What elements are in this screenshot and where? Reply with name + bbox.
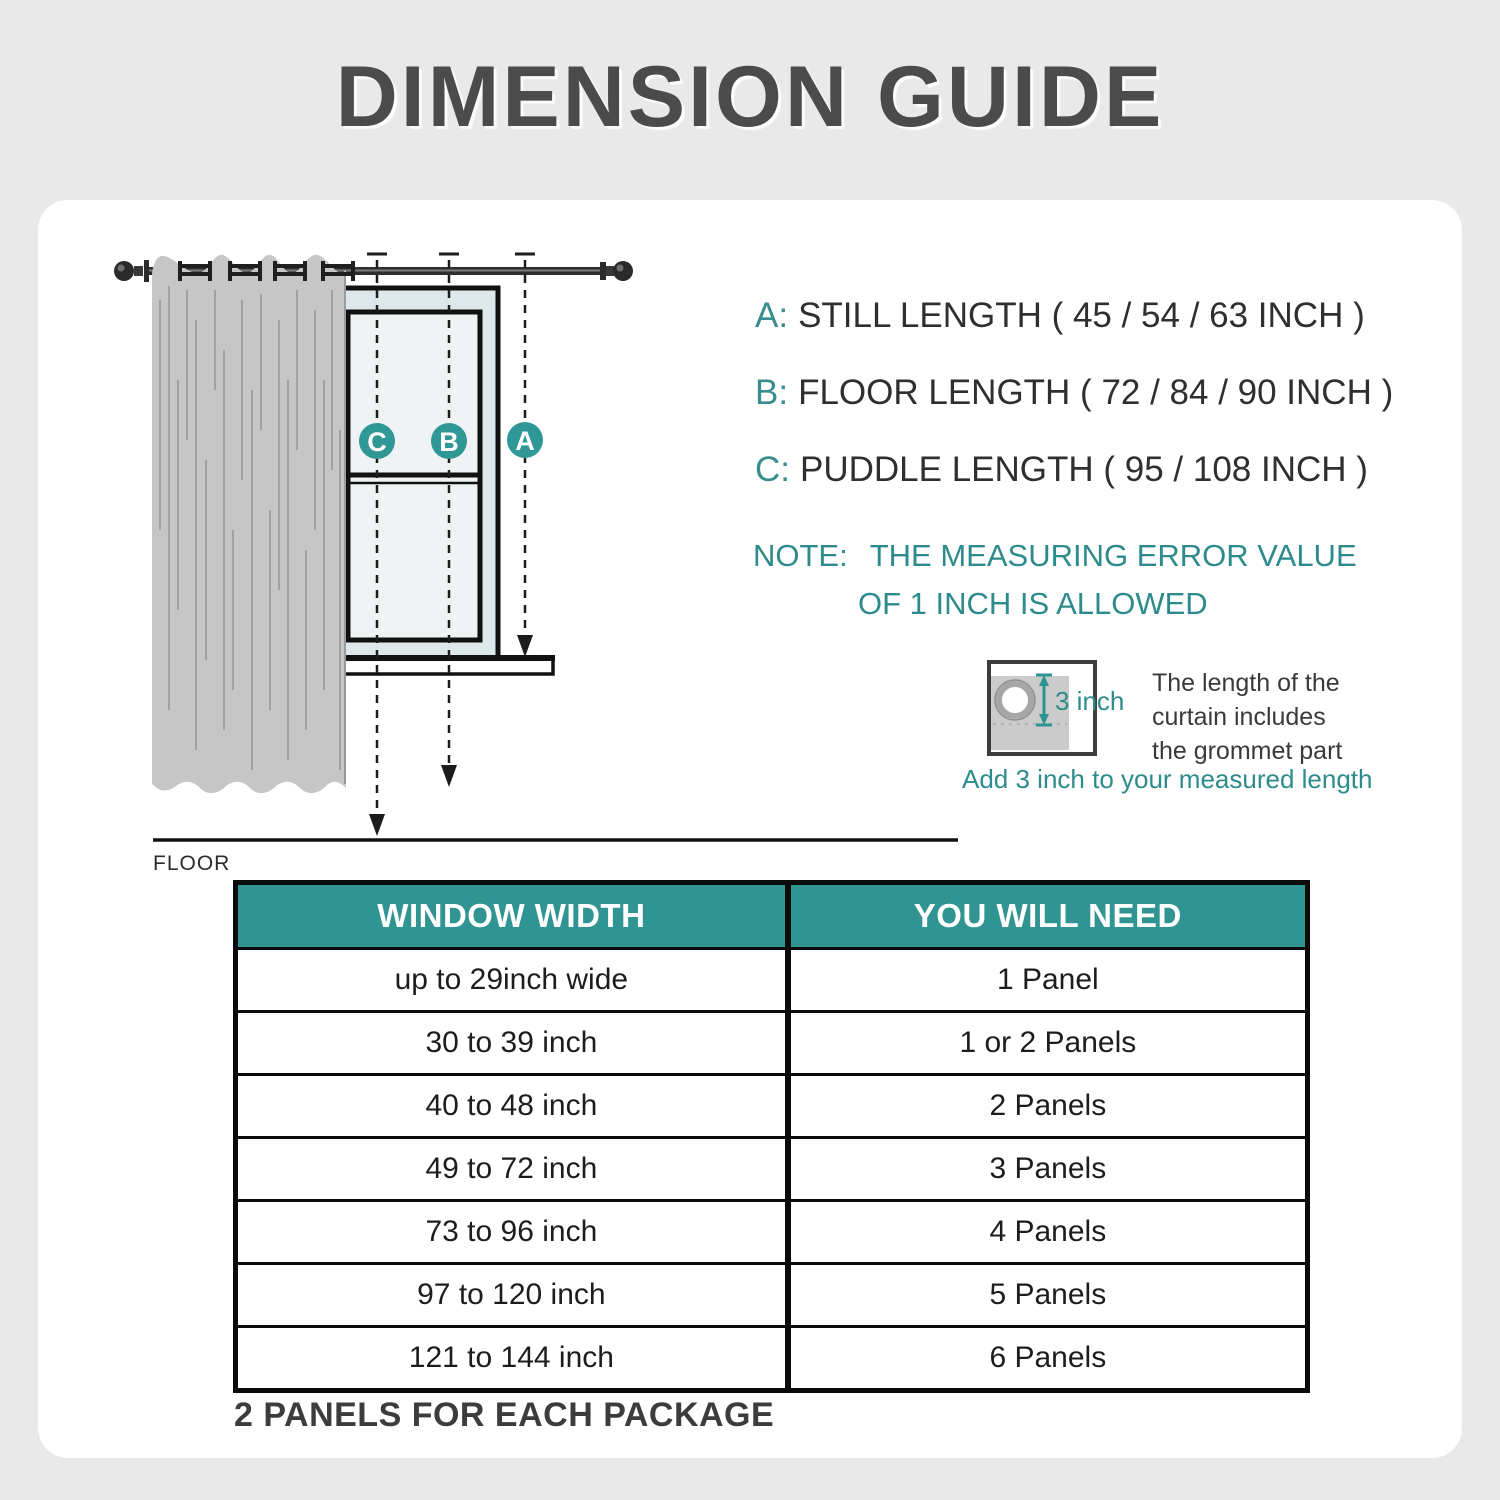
grommet-desc-line3: the grommet part [1152, 737, 1343, 765]
length-prefix-a: A: [755, 296, 789, 335]
cell-width-5: 97 to 120 inch [238, 1265, 791, 1325]
page-title: DIMENSION GUIDE [335, 49, 1165, 145]
note-text1: THE MEASURING ERROR VALUE [869, 538, 1357, 573]
cell-width-1: 30 to 39 inch [238, 1013, 791, 1073]
header-you-will-need: YOU WILL NEED [913, 897, 1182, 934]
table-row [238, 1073, 1305, 1136]
note-line2: OF 1 INCH IS ALLOWED [858, 586, 1208, 621]
package-note: 2 PANELS FOR EACH PACKAGE [234, 1396, 775, 1434]
panel-table [233, 880, 1310, 1393]
table-row [238, 1262, 1305, 1325]
table-row [238, 947, 1305, 1010]
measure-markers [359, 422, 543, 459]
cell-width-2: 40 to 48 inch [238, 1076, 791, 1136]
grommet-ring-icon [999, 684, 1031, 716]
length-line-b [755, 373, 1393, 413]
cell-need-3: 3 Panels [989, 1152, 1107, 1185]
cell-need-2: 2 Panels [989, 1089, 1107, 1122]
length-line-a [755, 296, 1365, 336]
cell-width-4: 73 to 96 inch [238, 1202, 791, 1262]
table-header-row [238, 885, 1305, 947]
cell-need-1: 1 or 2 Panels [959, 1026, 1137, 1059]
length-text-c: PUDDLE LENGTH ( 95 / 108 INCH ) [800, 450, 1368, 489]
grommet-description [1152, 666, 1342, 768]
cell-width-6: 121 to 144 inch [238, 1328, 791, 1388]
marker-c: C [367, 427, 387, 457]
length-text-a: STILL LENGTH ( 45 / 54 / 63 INCH ) [798, 296, 1365, 335]
length-prefix-b: B: [755, 373, 789, 412]
note-label: NOTE: [753, 538, 848, 573]
grommet-measure-label: 3 inch [1055, 686, 1125, 716]
marker-b: B [439, 427, 459, 457]
table-row [238, 1010, 1305, 1073]
note-line1 [753, 538, 1357, 574]
grommet-desc-line2: curtain includes [1152, 703, 1326, 731]
grommet-desc-line1: The length of the [1152, 669, 1340, 697]
length-prefix-c: C: [755, 450, 790, 489]
length-line-c [755, 450, 1368, 490]
cell-need-6: 6 Panels [989, 1341, 1107, 1374]
table-row [238, 1199, 1305, 1262]
cell-width-3: 49 to 72 inch [238, 1139, 791, 1199]
marker-a: A [515, 426, 535, 456]
table-row [238, 1325, 1305, 1388]
table-row [238, 1136, 1305, 1199]
cell-width-0: up to 29inch wide [238, 950, 791, 1010]
cell-need-5: 5 Panels [989, 1278, 1107, 1311]
cell-need-0: 1 Panel [996, 963, 1099, 996]
cell-need-4: 4 Panels [989, 1215, 1107, 1248]
header-window-width: WINDOW WIDTH [238, 885, 791, 947]
floor-label: FLOOR [153, 852, 231, 875]
grommet-tip: Add 3 inch to your measured length [962, 764, 1373, 794]
length-text-b: FLOOR LENGTH ( 72 / 84 / 90 INCH ) [798, 373, 1394, 412]
curtain-panel-icon [152, 255, 346, 793]
